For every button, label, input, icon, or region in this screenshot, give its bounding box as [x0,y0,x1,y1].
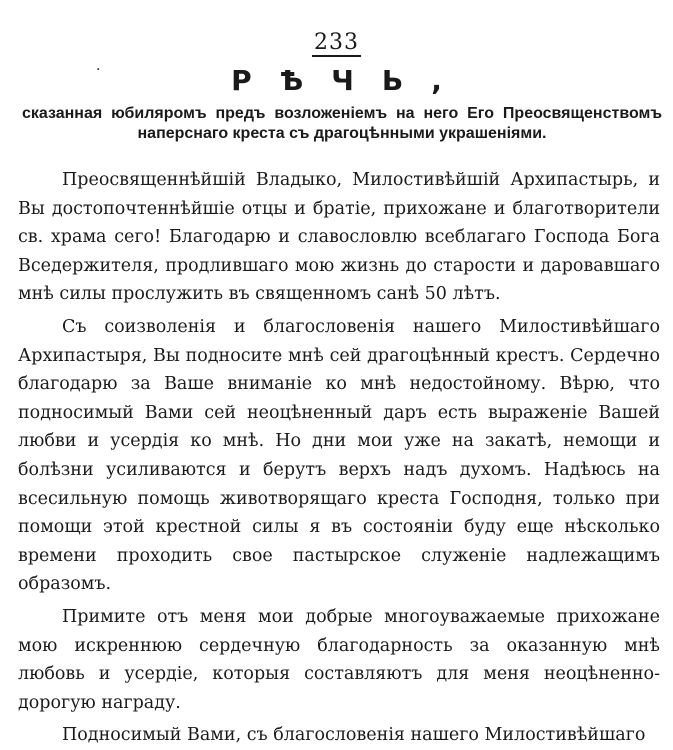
paragraph: Подносимый Вами, съ благословенія нашего Милостивѣйшаго [62,725,646,746]
paragraph: Примите отъ меня мои добрые многоуважаемые прихожане мою искреннюю сердечную благодарность за оказанную мнѣ любовь и усердіе, которыя составляютъ для меня неоцѣненно-дорогую награду. [18,606,660,713]
stray-mark: · [96,62,101,78]
page-number-text: 233 [314,30,359,55]
page-subtitle: сказанная юбиляромъ предъ возложеніемъ на него Его Преосвященствомъ наперснаго креста съ драгоцѣнными украшеніями. [22,105,662,142]
paragraph: Преосвященнѣйшій Владыко, Милостивѣйшій Архипастырь, и Вы достопочтеннѣйшіе отцы и братіе, прихожане и благотворители св. храма сего! Благодарю и славословлю всеблагаго Господа Бога Вседержителя, продлившаго мою жизнь до старости и даровавшаго мнѣ силы прослужить въ священномъ санѣ 50 лѣтъ. [18,170,660,305]
page-number [0,30,673,55]
page-title: РѢЧЬ, [231,64,470,97]
paragraph: Съ соизволенія и благословенія нашего Милостивѣйшаго Архипастыря, Вы подносите мнѣ сей драгоцѣнный крестъ. Сердечно благодарю за Ваше вниманіе ко мнѣ недостойному. Вѣрю, что подносимый Вами сей неоцѣненный даръ есть выраженіе Вашей любви и усердія ко мнѣ. Но дни мои уже на закатѣ, немощи и болѣзни усиливаются и берутъ верхъ надъ духомъ. Надѣюсь на всесильную помощь животворящаго креста Господня, только при помощи этой крестной силы я въ состояніи буду еще нѣсколько времени проходить свое пастырское служеніе надлежащимъ образомъ. [18,316,660,595]
body-text [18,166,660,750]
